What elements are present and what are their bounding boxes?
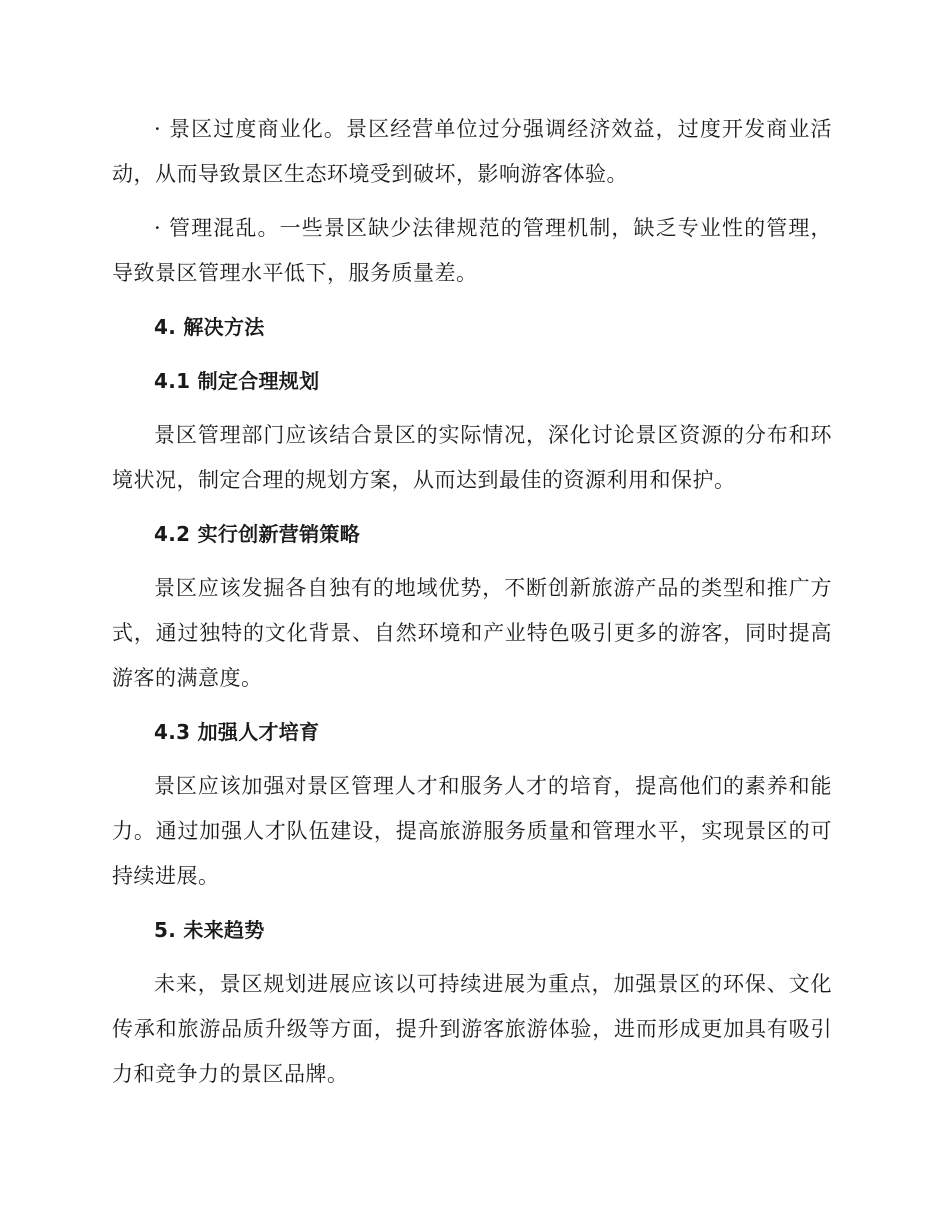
section-heading-solutions: 4. 解决方法 <box>154 315 265 339</box>
subsection-heading-marketing: 4.2 实行创新营销策略 <box>154 522 360 546</box>
subsection-heading-planning: 4.1 制定合理规划 <box>154 369 320 393</box>
subsection-heading-talent: 4.3 加强人才培育 <box>154 720 320 744</box>
document-page <box>112 107 832 1097</box>
bullet-paragraph-commercialization: · 景区过度商业化。景区经营单位过分强调经济效益，过度开发商业活动，从而导致景区生态环境受到破坏，影响游客体验。 <box>112 117 832 186</box>
section-heading-future: 5. 未来趋势 <box>154 918 265 942</box>
bullet-paragraph-management: · 管理混乱。一些景区缺少法律规范的管理机制，缺乏专业性的管理，导致景区管理水平低下，服务质量差。 <box>112 216 832 285</box>
paragraph-planning: 景区管理部门应该结合景区的实际情况，深化讨论景区资源的分布和环境状况，制定合理的规划方案，从而达到最佳的资源利用和保护。 <box>112 423 832 492</box>
paragraph-talent: 景区应该加强对景区管理人才和服务人才的培育，提高他们的素养和能力。通过加强人才队伍建设，提高旅游服务质量和管理水平，实现景区的可持续进展。 <box>112 774 832 888</box>
paragraph-marketing: 景区应该发掘各自独有的地域优势，不断创新旅游产品的类型和推广方式，通过独特的文化背景、自然环境和产业特色吸引更多的游客，同时提高游客的满意度。 <box>112 576 832 690</box>
paragraph-future: 未来，景区规划进展应该以可持续进展为重点，加强景区的环保、文化传承和旅游品质升级等方面，提升到游客旅游体验，进而形成更加具有吸引力和竞争力的景区品牌。 <box>112 972 832 1086</box>
